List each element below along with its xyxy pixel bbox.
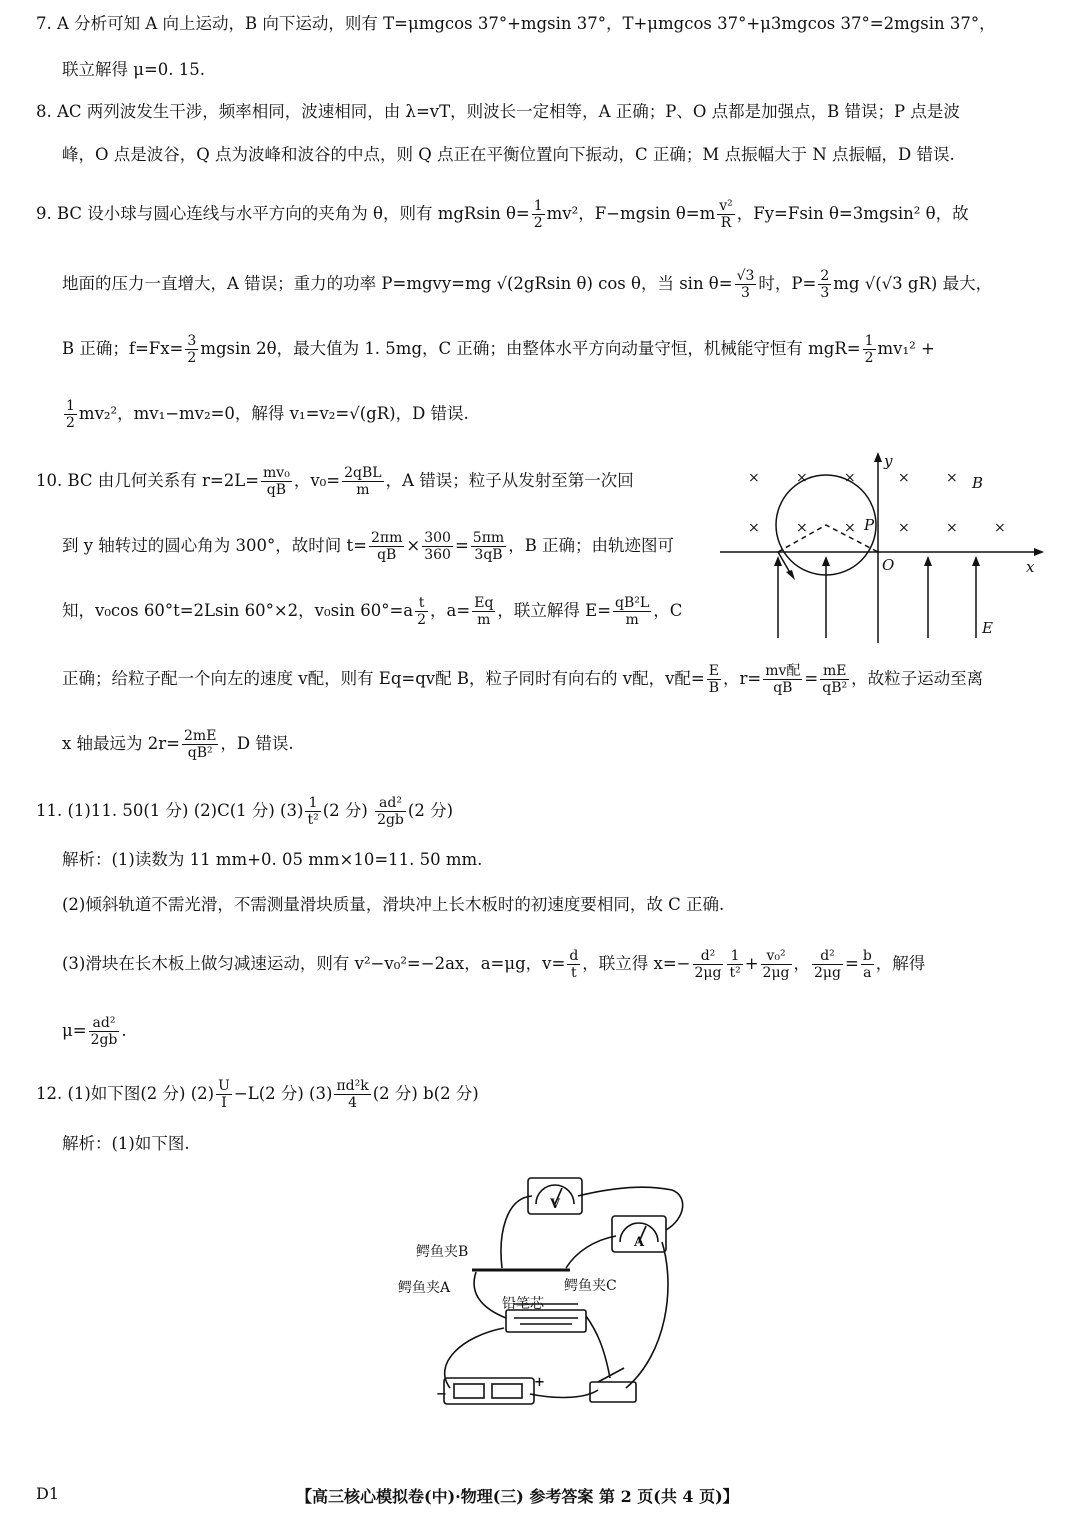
q9-line-1: 9. BC 设小球与圆心连线与水平方向的夹角为 θ，则有 mgRsin θ= $\frac{1}{2}$ mv²，F−mgsin θ=m $\frac{\text{v²}}{R}$ ，Fy=Fsin θ=3mgsin² θ，故 [36,198,969,231]
minus-terminal: − [436,1387,447,1402]
q10-line-2: 到 y 轴转过的圆心角为 300°，故时间 t= $\frac{2\pi m}{qB}$ × $\frac{300}{360}$ = $\frac{5\pi m}{3qB}$ ，B 正确；由轨迹图可 [62,530,675,563]
geometry-dashed-lines [778,525,878,552]
fraction: $\frac{\text{d²}}{2\mu g}$ [814,948,841,981]
cross-mark: × [946,520,958,536]
battery-pack [444,1378,534,1404]
field-b-label: B [972,474,984,492]
arrow-head [822,556,830,566]
cross-mark: × [898,470,910,486]
cross-mark: × [748,520,760,536]
q11-line-5: μ= $\frac{\text{ad²}}{2gb}$ . [62,1015,127,1048]
fraction: $\frac{1}{\text{t²}}$ [307,795,319,828]
q10-line-4: 正确；给粒子配一个向左的速度 v配，则有 Eq=qv配 B，粒子同时有向右的 v配，v配= $\frac{E}{B}$ ，r= $\frac{\text{mv配}}{qB}$ = $\frac{mE}{\text{qB²}}$ ，故粒子运动至离 [62,663,984,696]
cross-mark: × [994,520,1006,536]
q11-line-3: (2)倾斜轨道不需光滑，不需测量滑块质量，滑块冲上长木板时的初速度要相同，故 C 正确. [62,895,725,914]
plus-terminal: + [534,1375,545,1390]
fraction: $\frac{mE}{\text{qB²}}$ [822,663,848,696]
fraction: $\frac{√3}{3}$ [736,268,755,301]
cross-mark: × [844,520,856,536]
fraction: $\frac{\text{mv配}}{qB}$ [765,663,801,696]
arrow-head [786,570,795,580]
fraction: $\frac{Eq}{m}$ [474,595,494,628]
fraction: $\frac{2}{3}$ [820,268,830,301]
arrow-head [874,452,882,462]
arrow-head [1034,548,1044,556]
arrow-head [924,556,932,566]
fraction: $\frac{\text{v²}}{R}$ [719,198,733,231]
rheostat [506,1310,586,1332]
clip-b-label: 鳄鱼夹B [416,1244,469,1260]
q7-line-1: 7. A 分析可知 A 向上运动，B 向下运动，则有 T=μmgcos 37°+mgsin 37°，T+μmgcos 37°+μ3mgcos 37°=2mgsin 37°， [36,14,996,33]
q7-line-2: 联立解得 μ=0. 15. [62,60,206,79]
fraction: $\frac{\text{ad²}}{2gb}$ [90,1015,118,1048]
field-e-label: E [982,619,993,637]
fraction: $\frac{\text{qB²L}}{m}$ [615,595,650,628]
q11-line-4: (3)滑块在长木板上做匀减速运动，则有 v²−v₀²=−2ax，a=μg，v= $\frac{d}{t}$ ，联立得 x=− $\frac{\text{d²}}{2\mu g}$ $\frac{1}{\text{t²}}$ + $\frac{\text{v₀²}}{2\mu g}$ ， $\frac{\text{d²}}{2\mu g}$ = $\frac{b}{a}$ ，解得 [62,948,926,981]
fraction: $\frac{1}{\text{t²}}$ [729,948,741,981]
q10-line-5: x 轴最远为 2r= $\frac{2mE}{\text{qB²}}$ ，D 错误. [62,728,294,761]
fraction: $\frac{2\pi m}{qB}$ [371,530,403,563]
q11-line-2: 解析：(1)读数为 11 mm+0. 05 mm×10=11. 50 mm. [62,850,483,869]
cross-mark: × [898,520,910,536]
fraction: $\frac{\text{d²}}{2\mu g}$ [694,948,722,981]
cross-mark: × [748,470,760,486]
fraction: $\frac{1}{2}$ [533,198,543,231]
fraction: $\frac{5\pi m}{3qB}$ [472,530,505,563]
fraction: $\frac{U}{I}$ [218,1078,230,1111]
fraction: $\frac{E}{B}$ [708,663,720,696]
ammeter-label: A [634,1235,645,1250]
q8-line-2: 峰，O 点是波谷，Q 点为波峰和波谷的中点，则 Q 点正在平衡位置向下振动，C 正确；M 点振幅大于 N 点振幅，D 错误. [62,145,955,164]
fraction: $\frac{\text{2qBL}}{m}$ [344,465,382,498]
fraction: $\frac{\text{ad²}}{2gb}$ [377,795,404,828]
pencil-label: 铅笔芯 [502,1296,544,1312]
cross-mark: × [796,520,808,536]
q10-line-1: 10. BC 由几何关系有 r=2L= $\frac{\text{mv₀}}{qB}$ ，v₀= $\frac{\text{2qBL}}{m}$ ，A 错误；粒子从发射至第一次回 [36,465,634,498]
clip-c-label: 鳄鱼夹C [564,1278,617,1294]
clip-a-label: 鳄鱼夹A [398,1280,451,1296]
page-footer [36,1484,1044,1508]
voltmeter-label: V [550,1197,561,1212]
circuit-diagram [398,1168,700,1428]
cross-mark: × [796,470,808,486]
cross-mark: × [946,470,958,486]
fraction: $\frac{2mE}{\text{qB²}}$ [184,728,217,761]
fraction: $\frac{\text{v₀²}}{2\mu g}$ [762,948,790,981]
q11-line-1: 11. (1)11. 50(1 分) (2)C(1 分) (3) $\frac{1}{\text{t²}}$ (2 分) $\frac{\text{ad²}}{2gb}$ (2 分) [36,795,454,828]
fraction: $\frac{t}{2}$ [417,595,427,628]
q10-line-3: 知，v₀cos 60°t=2Lsin 60°×2，v₀sin 60°=a $\frac{t}{2}$ ，a= $\frac{Eq}{m}$ ，联立解得 E= $\frac{\text{qB²L}}{m}$ ，C [62,595,683,628]
cross-mark: × [844,470,856,486]
footer-title: 【高三核心模拟卷(中)·物理(三) 参考答案 第 2 页(共 4 页)】 [296,1487,739,1506]
arrow-head [972,556,980,566]
q12-line-1: 12. (1)如下图(2 分) (2) $\frac{U}{I}$ −L(2 分) (3) $\frac{\text{πd²k}}{4}$ (2 分) b(2 分) [36,1078,479,1111]
fraction: $\frac{300}{360}$ [424,530,451,563]
y-axis-label: y [884,452,893,470]
fraction: $\frac{\text{mv₀}}{qB}$ [263,465,290,498]
origin-label: O [882,556,895,574]
fraction: $\frac{b}{a}$ [862,948,872,981]
fraction: $\frac{\text{πd²k}}{4}$ [336,1078,369,1111]
q8-line-1: 8. AC 两列波发生干涉，频率相同，波速相同，由 λ=vT，则波长一定相等，A 正确；P、O 点都是加强点，B 错误；P 点是波 [36,102,960,121]
point-p-label: P [864,516,875,534]
q9-line-2: 地面的压力一直增大，A 错误；重力的功率 P=mgvy=mg √(2gRsin θ) cos θ，当 sin θ= $\frac{√3}{3}$ 时，P= $\frac{2}{3}$ mg √(√3 gR) 最大， [62,268,993,301]
trajectory-diagram [718,448,1048,648]
fraction: $\frac{1}{2}$ [864,333,874,366]
q9-line-4: $\frac{1}{2}$ mv₂²，mv₁−mv₂=0，解得 v₁=v₂=√(gR)，D 错误. [66,398,469,431]
fraction: $\frac{3}{2}$ [187,333,197,366]
fraction: $\frac{1}{2}$ [66,398,75,431]
x-axis-label: x [1026,558,1035,576]
q9-line-3: B 正确；f=Fx= $\frac{3}{2}$ mgsin 2θ，最大值为 1. 5mg，C 正确；由整体水平方向动量守恒，机械能守恒有 mgR= $\frac{1}{2}$ mv₁² + [62,333,935,366]
q12-line-2: 解析：(1)如下图. [62,1134,190,1153]
page-code: D1 [36,1484,60,1503]
fraction: $\frac{d}{t}$ [569,948,579,981]
